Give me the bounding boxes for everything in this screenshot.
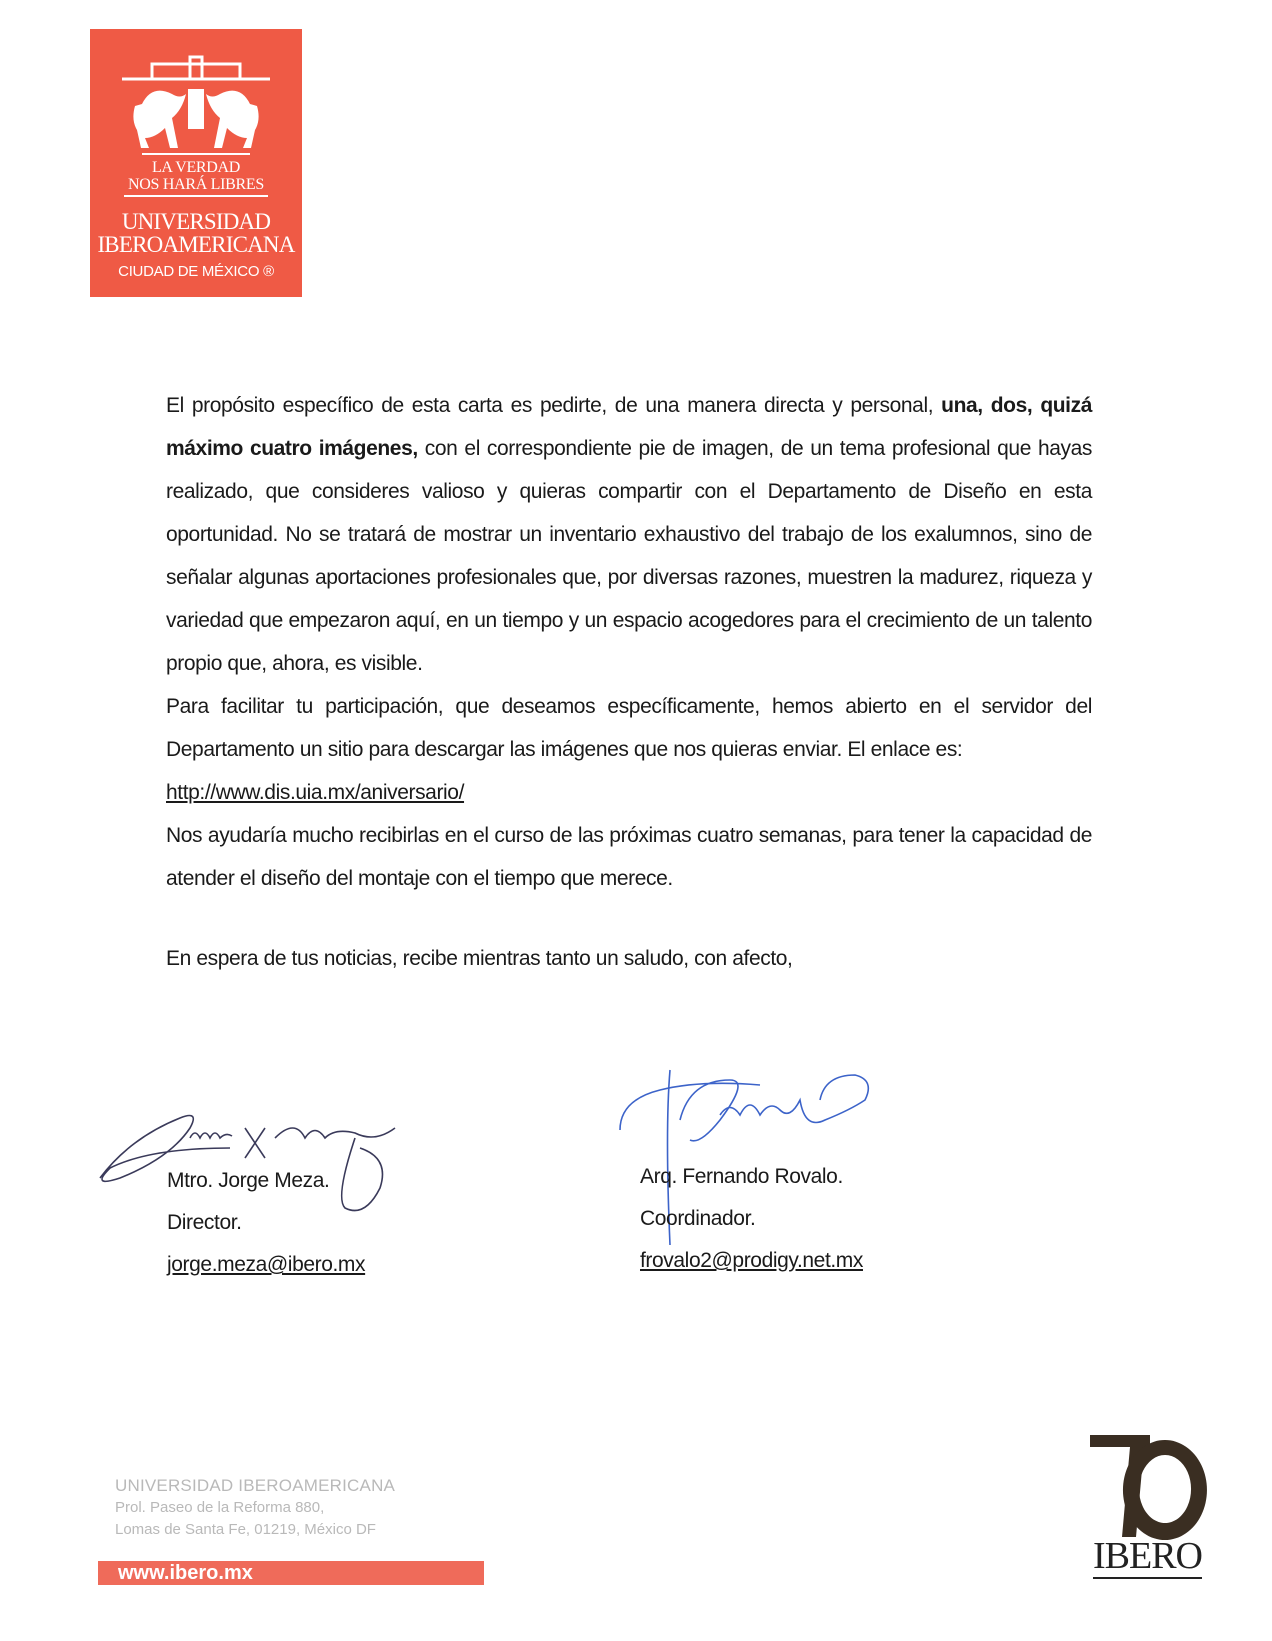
ibero-badge-label: IBERO	[1093, 1535, 1202, 1577]
paragraph-3: Nos ayudaría mucho recibirlas en el curso de las próximas cuatro semanas, para tener la capacidad de atender el diseño del montaje con el tiempo que merece.	[166, 824, 1092, 890]
crest-icon	[112, 49, 280, 159]
logo-motto-line1: LA VERDAD	[151, 159, 241, 176]
signatory-1-role: Director.	[167, 1211, 242, 1234]
signatory-2-role: Coordinador.	[640, 1207, 756, 1230]
signatory-2	[640, 1156, 863, 1282]
footer-addr-line1: Prol. Paseo de la Reforma 880,	[115, 1499, 325, 1516]
logo-university-line1: UNIVERSIDAD	[121, 209, 271, 234]
signatory-1-email[interactable]: jorge.meza@ibero.mx	[167, 1253, 366, 1276]
signatory-1	[167, 1160, 365, 1286]
signatory-1-name: Mtro. Jorge Meza.	[167, 1169, 330, 1192]
signatory-2-email[interactable]: frovalo2@prodigy.net.mx	[640, 1249, 863, 1272]
footer-web-link[interactable]: www.ibero.mx	[118, 1562, 253, 1584]
closing-line: En espera de tus noticias, recibe mientras tanto un saludo, con afecto,	[166, 947, 793, 970]
footer-address	[115, 1475, 395, 1541]
university-logo	[90, 29, 302, 297]
paragraph-1-text-b: con el correspondiente pie de imagen, de un tema profesional que hayas realizado, que consideres valioso y quieras compartir con el Departamento de Diseño en esta oportunidad. No se tratará de mostrar un inventario exhaustivo del trabajo de los exalumnos, sino de señalar algunas aportaciones profesionales que, por diversas razones, muestren la madurez, riqueza y variedad que empezaron aquí, en un tiempo y un espacio acogedores para el crecimiento de un talento propio que, ahora, es visible.	[166, 437, 1092, 675]
logo-city: CIUDAD DE MÉXICO ®	[118, 263, 274, 280]
logo-motto-line2: NOS HARÁ LIBRES	[128, 176, 264, 193]
paragraph-2: Para facilitar tu participación, que deseamos específicamente, hemos abierto en el servidor del Departamento un sitio para descargar las imágenes que nos quieras enviar. El enlace es:	[166, 695, 1092, 761]
upload-link[interactable]: http://www.dis.uia.mx/aniversario/	[166, 781, 465, 804]
footer-addr-line2: Lomas de Santa Fe, 01219, México DF	[115, 1521, 376, 1538]
footer-org: UNIVERSIDAD IBEROAMERICANA	[115, 1476, 396, 1495]
logo-divider	[124, 195, 268, 197]
logo-university-line2: IBEROAMERICANA	[97, 232, 295, 257]
letter-body	[166, 384, 1092, 900]
paragraph-1-text-a: El propósito específico de esta carta es pedirte, de una manera directa y personal,	[166, 394, 942, 417]
paragraph-1	[166, 384, 1092, 685]
signatory-2-name: Arq. Fernando Rovalo.	[640, 1165, 843, 1188]
footer-web-bar	[98, 1561, 484, 1585]
paragraph-1-bold: una, dos, quizá máximo cuatro imágenes,	[166, 394, 1092, 460]
